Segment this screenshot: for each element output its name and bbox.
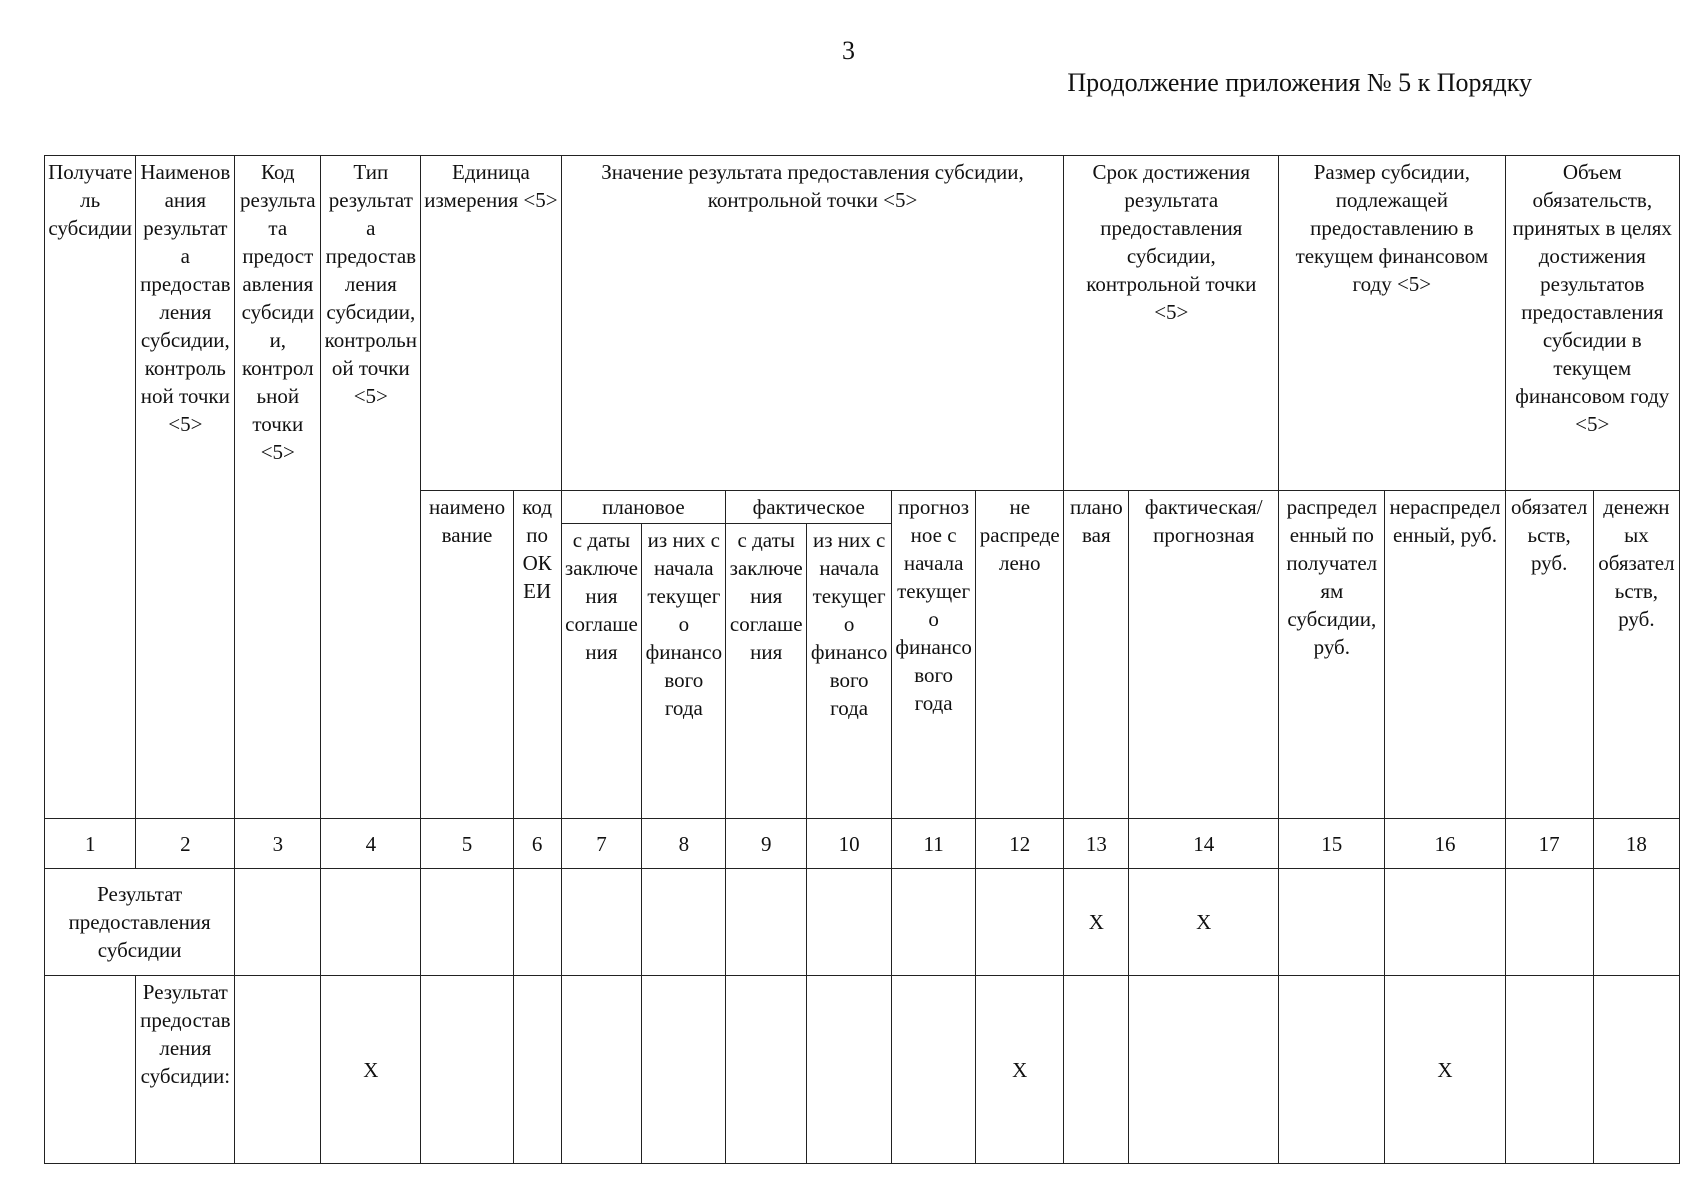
table-row bbox=[45, 869, 1680, 976]
table-cell bbox=[642, 976, 726, 1164]
table-cell bbox=[561, 976, 642, 1164]
table-cell bbox=[1593, 869, 1679, 976]
page-number: 3 bbox=[842, 36, 855, 65]
table-cell bbox=[1279, 976, 1385, 1164]
table-cell bbox=[1279, 869, 1385, 976]
table-cell bbox=[726, 976, 807, 1164]
table-cell bbox=[421, 976, 513, 1164]
header-deadline-plan: плановая bbox=[1064, 491, 1129, 819]
column-number: 18 bbox=[1593, 819, 1679, 869]
table-cell bbox=[892, 976, 976, 1164]
table-cell bbox=[235, 869, 321, 976]
column-number: 8 bbox=[642, 819, 726, 869]
column-number: 7 bbox=[561, 819, 642, 869]
header-fact-since-year: из них с начала текущего финансового года bbox=[807, 524, 892, 819]
table-cell bbox=[1129, 976, 1279, 1164]
table-cell bbox=[1064, 976, 1129, 1164]
column-number: 9 bbox=[726, 819, 807, 869]
table-cell bbox=[976, 869, 1064, 976]
table-cell bbox=[1505, 869, 1593, 976]
header-plan-since-year: из них с начала текущего финансового года bbox=[642, 524, 726, 819]
column-number: 11 bbox=[892, 819, 976, 869]
header-obligations: Объем обязательств, принятых в целях достижения результатов предоставления субсидии в текущем финансовом году <5> bbox=[1505, 156, 1679, 491]
table-cell bbox=[807, 976, 892, 1164]
column-number: 16 bbox=[1385, 819, 1505, 869]
column-number: 4 bbox=[321, 819, 421, 869]
table-cell bbox=[1385, 869, 1505, 976]
column-number: 3 bbox=[235, 819, 321, 869]
header-result-code: Код результата предоставления субсидии, контрольной точки <5> bbox=[235, 156, 321, 819]
column-number: 10 bbox=[807, 819, 892, 869]
cell-x-mark: X bbox=[1129, 869, 1279, 976]
table-cell bbox=[726, 869, 807, 976]
header-result-name: Наименования результата предоставления субсидии, контрольной точки <5> bbox=[136, 156, 235, 819]
header-unit-name: наименование bbox=[421, 491, 513, 819]
header-recipient: Получатель субсидии bbox=[45, 156, 136, 819]
header-distributed: распределенный по получателям субсидии, руб. bbox=[1279, 491, 1385, 819]
column-numbers-row bbox=[45, 819, 1680, 869]
header-actual: фактическое bbox=[726, 491, 892, 524]
row-result-label: Результат предоставления субсидии bbox=[45, 869, 235, 976]
column-number: 1 bbox=[45, 819, 136, 869]
column-number: 6 bbox=[513, 819, 561, 869]
cell-x-mark: X bbox=[976, 976, 1064, 1164]
column-number: 15 bbox=[1279, 819, 1385, 869]
table-cell bbox=[421, 869, 513, 976]
table-cell bbox=[45, 976, 136, 1164]
column-number: 17 bbox=[1505, 819, 1593, 869]
table-cell bbox=[1505, 976, 1593, 1164]
cell-x-mark: X bbox=[321, 976, 421, 1164]
header-deadline-fact: фактическая/ прогнозная bbox=[1129, 491, 1279, 819]
header-deadline: Срок достижения результата предоставления субсидии, контрольной точки <5> bbox=[1064, 156, 1279, 491]
header-forecast: прогнозное с начала текущего финансового года bbox=[892, 491, 976, 819]
column-number: 13 bbox=[1064, 819, 1129, 869]
cell-x-mark: X bbox=[1385, 976, 1505, 1164]
table-cell bbox=[561, 869, 642, 976]
table-cell bbox=[513, 869, 561, 976]
table-cell bbox=[1593, 976, 1679, 1164]
column-number: 2 bbox=[136, 819, 235, 869]
header-value: Значение результата предоставления субсидии, контрольной точки <5> bbox=[561, 156, 1064, 491]
header-fact-since-agreement: с даты заключения соглашения bbox=[726, 524, 807, 819]
table-cell bbox=[892, 869, 976, 976]
continuation-title: Продолжение приложения № 5 к Порядку bbox=[1067, 68, 1532, 97]
table-cell bbox=[642, 869, 726, 976]
table-row bbox=[45, 976, 1680, 1164]
header-monetary-obligations: денежных обязательств, руб. bbox=[1593, 491, 1679, 819]
header-planned: плановое bbox=[561, 491, 726, 524]
header-unit-code: код по ОКЕИ bbox=[513, 491, 561, 819]
header-undistributed: нераспределенный, руб. bbox=[1385, 491, 1505, 819]
subsidy-results-table bbox=[44, 155, 1680, 1164]
header-subsidy-size: Размер субсидии, подлежащей предоставлению в текущем финансовом году <5> bbox=[1279, 156, 1505, 491]
cell-x-mark: X bbox=[1064, 869, 1129, 976]
header-plan-since-agreement: с даты заключения соглашения bbox=[561, 524, 642, 819]
header-unit: Единица измерения <5> bbox=[421, 156, 561, 491]
header-result-type: Тип результата предоставления субсидии, контрольной точки <5> bbox=[321, 156, 421, 819]
column-number: 5 bbox=[421, 819, 513, 869]
header-row-1 bbox=[45, 156, 1680, 491]
table-cell bbox=[513, 976, 561, 1164]
header-unallocated: не распределено bbox=[976, 491, 1064, 819]
header-obligations-rub: обязательств, руб. bbox=[1505, 491, 1593, 819]
table-cell bbox=[807, 869, 892, 976]
table-cell bbox=[235, 976, 321, 1164]
row-result-sublabel: Результат предоставления субсидии: bbox=[136, 976, 235, 1164]
table-cell bbox=[321, 869, 421, 976]
column-number: 12 bbox=[976, 819, 1064, 869]
column-number: 14 bbox=[1129, 819, 1279, 869]
